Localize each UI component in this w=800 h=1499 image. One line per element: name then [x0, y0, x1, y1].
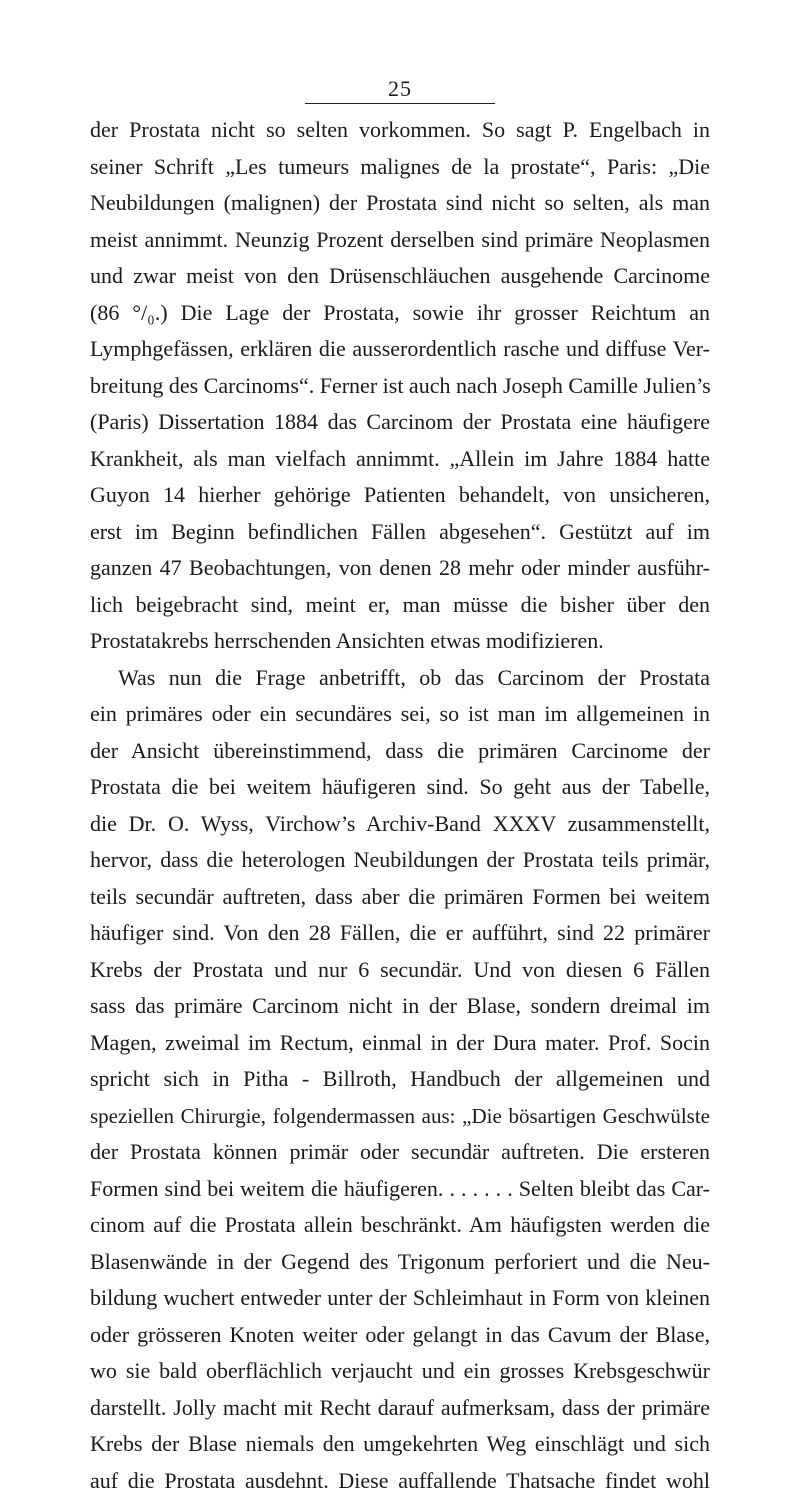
- text-line: häufiger sind. Von den 28 Fällen, die er aufführt, sind 22 primärer: [90, 915, 710, 952]
- text-line: hervor, dass die heterologen Neubildungen der Prostata teils primär,: [90, 842, 710, 879]
- text-line: Lymphgefässen, erklären die ausserordentlich rasche und diffuse Ver-: [90, 331, 710, 368]
- text-line: ein primäres oder ein secundäres sei, so ist man im allgemeinen in: [90, 696, 710, 733]
- text-line: seiner Schrift „Les tumeurs malignes de la prostate“, Paris: „Die: [90, 149, 710, 186]
- text-line: oder grösseren Knoten weiter oder gelangt in das Cavum der Blase,: [90, 1317, 710, 1354]
- text-line: Prostatakrebs herrschenden Ansichten etwas modifizieren.: [90, 623, 710, 660]
- text-line: darstellt. Jolly macht mit Recht darauf aufmerksam, dass der primäre: [90, 1390, 710, 1427]
- text-line: spricht sich in Pitha - Billroth, Handbuch der allgemeinen und: [90, 1061, 710, 1098]
- text-line: wo sie bald oberflächlich verjaucht und ein grosses Krebsgeschwür: [90, 1353, 710, 1390]
- text-line: Formen sind bei weitem die häufigeren. . . . . . . Selten bleibt das Car-: [90, 1171, 710, 1208]
- text-line: und zwar meist von den Drüsenschläuchen ausgehende Carcinome: [90, 258, 710, 295]
- text-line: auf die Prostata ausdehnt. Diese auffallende Thatsache findet wohl: [90, 1463, 710, 1499]
- text-line: der Prostata nicht so selten vorkommen. So sagt P. Engelbach in: [90, 112, 710, 149]
- text-line: teils secundär auftreten, dass aber die primären Formen bei weitem: [90, 879, 710, 916]
- text-line: cinom auf die Prostata allein beschränkt. Am häufigsten werden die: [90, 1207, 710, 1244]
- text-line: Blasenwände in der Gegend des Trigonum perforiert und die Neu-: [90, 1244, 710, 1281]
- page-number: 25: [0, 76, 800, 102]
- text-line: die Dr. O. Wyss, Virchow’s Archiv-Band XXXV zusammenstellt,: [90, 806, 710, 843]
- text-line: Prostata die bei weitem häufigeren sind. So geht aus der Tabelle,: [90, 769, 710, 806]
- text-line: Guyon 14 hierher gehörige Patienten behandelt, von unsicheren,: [90, 477, 710, 514]
- text-line: (86 °/₀.) Die Lage der Prostata, sowie ihr grosser Reichtum an: [90, 295, 710, 332]
- text-line: lich beigebracht sind, meint er, man müsse die bisher über den: [90, 587, 710, 624]
- text-line: Was nun die Frage anbetrifft, ob das Carcinom der Prostata: [90, 660, 710, 697]
- text-line: bildung wuchert entweder unter der Schleimhaut in Form von kleinen: [90, 1280, 710, 1317]
- text-line: Krebs der Prostata und nur 6 secundär. Und von diesen 6 Fällen: [90, 952, 710, 989]
- text-line: Krebs der Blase niemals den umgekehrten Weg einschlägt und sich: [90, 1426, 710, 1463]
- text-line: breitung des Carcinoms“. Ferner ist auch nach Joseph Camille Julien’s: [90, 368, 710, 405]
- text-line: Magen, zweimal im Rectum, einmal in der Dura mater. Prof. Socin: [90, 1025, 710, 1062]
- text-line: Krankheit, als man vielfach annimmt. „Allein im Jahre 1884 hatte: [90, 441, 710, 478]
- text-line: meist annimmt. Neunzig Prozent derselben sind primäre Neoplasmen: [90, 222, 710, 259]
- text-line: speziellen Chirurgie, folgendermassen aus: „Die bösartigen Geschwülste: [90, 1098, 710, 1135]
- text-line: (Paris) Dissertation 1884 das Carcinom der Prostata eine häufigere: [90, 404, 710, 441]
- text-line: der Ansicht übereinstimmend, dass die primären Carcinome der: [90, 733, 710, 770]
- text-line: sass das primäre Carcinom nicht in der Blase, sondern dreimal im: [90, 988, 710, 1025]
- text-line: Neubildungen (malignen) der Prostata sind nicht so selten, als man: [90, 185, 710, 222]
- text-line: der Prostata können primär oder secundär auftreten. Die ersteren: [90, 1134, 710, 1171]
- text-line: erst im Beginn befindlichen Fällen abgesehen“. Gestützt auf im: [90, 514, 710, 551]
- body-text: [90, 112, 710, 1499]
- text-line: ganzen 47 Beobachtungen, von denen 28 mehr oder minder ausführ-: [90, 550, 710, 587]
- header-rule: [305, 103, 495, 104]
